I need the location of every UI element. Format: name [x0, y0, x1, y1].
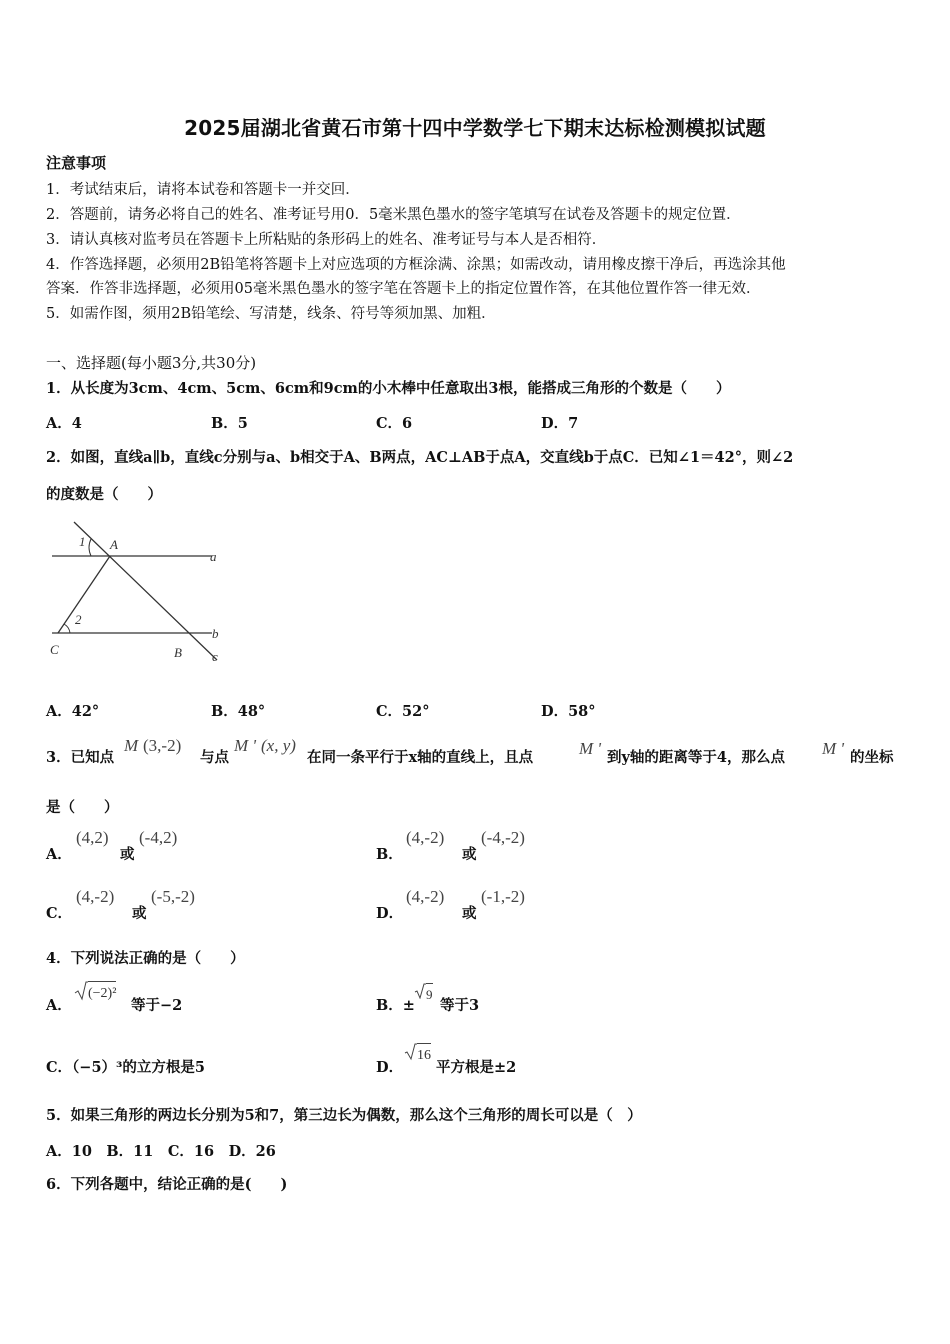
figure-label-a: a: [210, 549, 217, 564]
question-3-text: 在同一条平行于x轴的直线上，且点: [307, 749, 534, 766]
question-3-stem-cont: 是（ ）: [46, 799, 119, 816]
figure-label-C: C: [50, 642, 59, 657]
question-1-stem: 1．从长度为3cm、4cm、5cm、6cm和9cm的小木棒中任意取出3根，能搭成三角形的个数是（ ）: [46, 380, 731, 397]
angle-1-arc: [89, 539, 91, 556]
question-4-stem: 4．下列说法正确的是（ ）: [46, 950, 245, 967]
section-heading: 一、选择题(每小题3分,共30分): [46, 354, 257, 372]
q3-option-c-value: (4,-2): [76, 887, 115, 906]
q4-option-b-label: B．±: [376, 997, 415, 1014]
segment-ac: [58, 556, 110, 633]
q3-option-or: 或: [462, 846, 477, 863]
q3-option-c-value: (-5,-2): [151, 887, 195, 906]
q3-option-d-label: D．: [376, 905, 404, 922]
q4-option-a-label: A．: [46, 997, 72, 1014]
figure-label-A: A: [110, 537, 118, 552]
figure-label-b: b: [212, 626, 219, 641]
point-m-prime-label: M ': [234, 736, 257, 755]
point-m-coordinates: (3,-2): [143, 736, 182, 755]
question-2-stem-cont: 的度数是（ ）: [46, 486, 162, 503]
question-5-stem: 5．如果三角形的两边长分别为5和7，第三边长为偶数，那么这个三角形的周长可以是（ ）: [46, 1107, 642, 1124]
q3-option-or: 或: [132, 905, 147, 922]
point-m-label: M: [124, 736, 139, 755]
q3-option-b-value: (-4,-2): [481, 828, 525, 847]
q3-option-d-value: (4,-2): [406, 887, 445, 906]
page-title: 2025届湖北省黄石市第十四中学数学七下期末达标检测模拟试题: [184, 116, 766, 140]
q1-option-a: A．4: [46, 415, 82, 432]
q4-option-d-text: 平方根是±2: [436, 1059, 517, 1076]
angle-2-arc: [64, 624, 70, 633]
question-3-text: 到y轴的距离等于4，那么点: [607, 749, 786, 766]
q1-option-d: D．7: [541, 415, 579, 432]
figure-label-c: c: [212, 649, 218, 664]
q4-option-c: C．（−5）³的立方根是5: [46, 1059, 205, 1076]
q3-option-a-value: (4,2): [76, 828, 109, 847]
q4-option-b-text: 等于3: [440, 997, 480, 1014]
parallel-lines-figure: [44, 518, 234, 668]
radical-sign-icon: [74, 981, 88, 1001]
question-3-text: 的坐标: [850, 749, 894, 766]
question-3-text: 与点: [200, 749, 229, 766]
notes-heading: 注意事项: [46, 154, 107, 172]
q3-option-or: 或: [462, 905, 477, 922]
point-m-prime-coordinates: (x, y): [261, 736, 296, 755]
note-item: 1．考试结束后，请将本试卷和答题卡一并交回．: [46, 182, 360, 198]
q2-option-b: B．48°: [211, 703, 266, 720]
q4-option-a-text: 等于−2: [131, 997, 183, 1014]
q5-options: A．10 B．11 C．16 D．26: [46, 1143, 276, 1160]
note-item: 4．作答选择题，必须用2B铅笔将答题卡上对应选项的方框涂满、涂黑；如需改动，请用橡皮擦干净后，再选涂其他: [46, 257, 786, 273]
q3-option-b-value: (4,-2): [406, 828, 445, 847]
note-item: 3．请认真核对监考员在答题卡上所粘贴的条形码上的姓名、准考证号与本人是否相符．: [46, 232, 607, 248]
radical-sign-icon: [414, 983, 426, 999]
question-2-stem: 2．如图，直线a∥b，直线c分别与a、b相交于A、B两点，AC⊥AB于点A，交直线b于点C．已知∠1＝42°，则∠2: [46, 449, 794, 466]
q3-option-a-label: A．: [46, 846, 72, 863]
figure-label-B: B: [174, 645, 182, 660]
note-item: 5．如需作图，须用2B铅笔绘、写清楚，线条、符号等须加黑、加粗．: [46, 306, 496, 322]
q4-option-a-radicand-text: (−2)²: [88, 986, 117, 1001]
q2-option-a: A．42°: [46, 703, 100, 720]
figure-label-2: 2: [75, 612, 82, 627]
point-m-prime-label: M ': [822, 739, 845, 758]
line-c: [74, 522, 217, 660]
q2-option-d: D．58°: [541, 703, 596, 720]
note-item: 2．答题前，请务必将自己的姓名、准考证号用0．5毫米黑色墨水的签字笔填写在试卷及答题卡的规定位置．: [46, 207, 741, 223]
note-item: 答案．作答非选择题，必须用05毫米黑色墨水的签字笔在答题卡上的指定位置作答，在其他位置作答一律无效．: [46, 281, 761, 297]
q4-option-b-radicand: [426, 983, 433, 1002]
q4-option-b-radicand-text: 9: [426, 987, 433, 1002]
q3-option-a-value: (-4,2): [139, 828, 178, 847]
figure-label-1: 1: [79, 534, 86, 549]
q3-option-c-label: C．: [46, 905, 73, 922]
q4-option-a-radicand: [88, 981, 116, 1000]
q1-option-c: C．6: [376, 415, 413, 432]
q4-option-d-radicand-text: 16: [417, 1048, 431, 1063]
q1-option-b: B．5: [211, 415, 248, 432]
q3-option-or: 或: [120, 846, 135, 863]
question-3-number: 3．已知点: [46, 749, 115, 766]
q4-option-d-radicand: [417, 1043, 431, 1063]
radical-sign-icon: [404, 1043, 417, 1061]
q4-option-d-label: D．: [376, 1059, 404, 1076]
q3-option-b-label: B．: [376, 846, 403, 863]
q2-option-c: C．52°: [376, 703, 430, 720]
question-6-stem: 6．下列各题中，结论正确的是( ): [46, 1176, 288, 1193]
point-m-prime-label: M ': [579, 739, 602, 758]
q3-option-d-value: (-1,-2): [481, 887, 525, 906]
